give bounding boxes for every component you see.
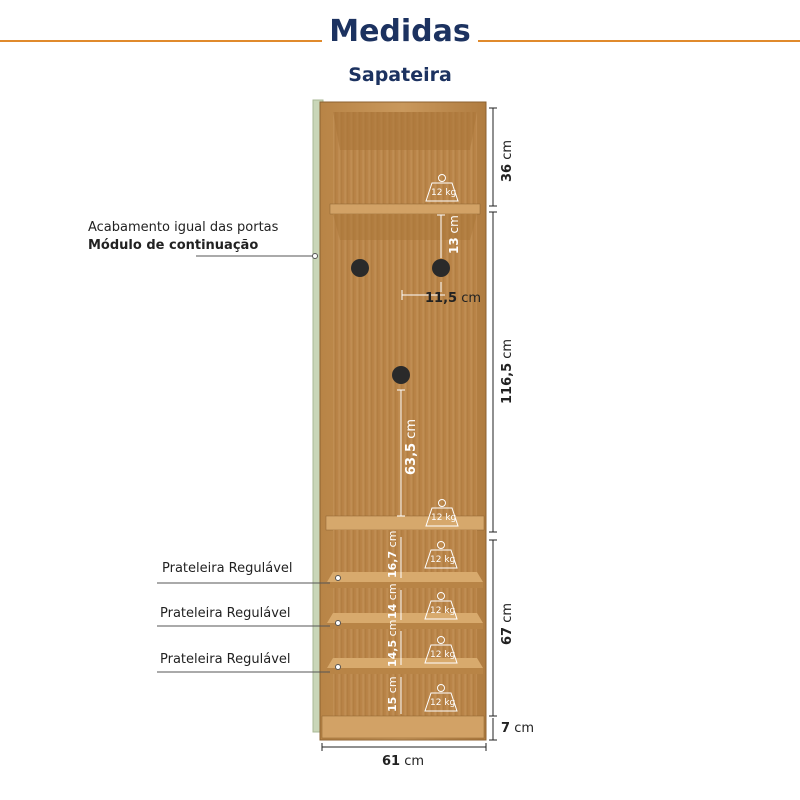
weight-label-shelf3: 12 kg (430, 650, 456, 660)
dim-hook-spacing: 11,5 cm (425, 291, 482, 306)
cabinet-base (322, 716, 484, 738)
dim-shelf-2: 14 cm (386, 583, 399, 619)
shelf-1 (327, 572, 483, 582)
dim-shelf-1: 16,7 cm (386, 530, 399, 578)
hook-right (432, 259, 450, 277)
dim-shelf-4: 15 cm (386, 676, 399, 712)
finish-annotation: Acabamento igual das portas (88, 220, 279, 235)
shelf-3 (327, 658, 483, 668)
page-title: Medidas (329, 14, 471, 49)
dim-lower: 67 cm (500, 602, 515, 645)
dim-top: 36 cm (500, 139, 515, 182)
module-annotation: Módulo de continuação (88, 238, 259, 253)
hook-left (351, 259, 369, 277)
dim-base: 7 cm (501, 721, 534, 736)
shelf-label-1: Prateleira Regulável (162, 561, 293, 576)
dim-center-hook: 63,5 cm (404, 418, 419, 475)
dim-middle: 116,5 cm (500, 338, 515, 404)
shelf-label-2: Prateleira Regulável (160, 606, 291, 621)
weight-label-shelf2: 12 kg (430, 606, 456, 616)
hook-center (392, 366, 410, 384)
shelf-label-3: Prateleira Regulável (160, 652, 291, 667)
dim-width: 61 cm (382, 754, 425, 769)
weight-label-top: 12 kg (431, 188, 457, 198)
page-subtitle: Sapateira (348, 64, 452, 86)
shelf-2 (327, 613, 483, 623)
weight-label-middle: 12 kg (431, 513, 457, 523)
weight-label-shelf4: 12 kg (430, 698, 456, 708)
dim-shelf-3: 14,5 cm (386, 619, 399, 667)
dim-hook-drop: 13 cm (447, 215, 461, 254)
weight-label-shelf1: 12 kg (430, 555, 456, 565)
